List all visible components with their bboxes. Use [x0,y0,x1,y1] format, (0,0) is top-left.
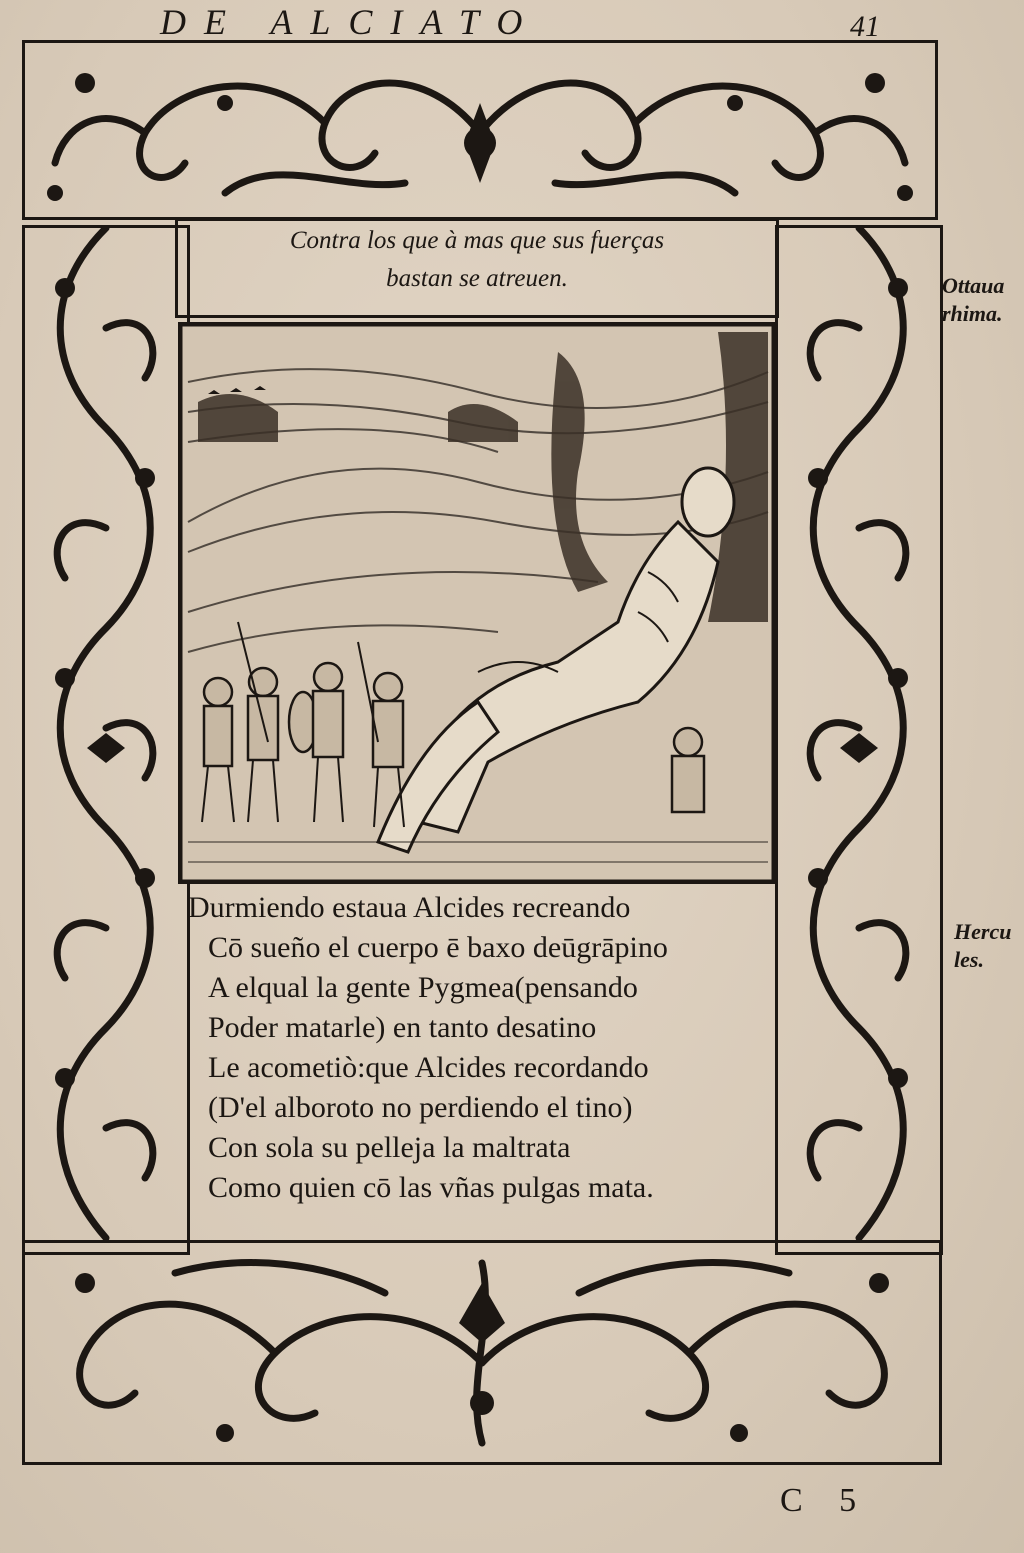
woodcut-illustration [178,322,776,884]
top-scroll-ornament [25,43,935,217]
left-scroll-ornament [25,228,187,1252]
margin-note-meter-line-2: rhima. [942,301,1003,326]
verse-line-6: (D'el alboroto no perdiendo el tino) [208,1091,633,1124]
verse-line-2: Cō sueño el cuerpo ē baxo deūgrāpino [208,931,668,964]
verse-line-8: Como quien cō las vñas pulgas mata. [208,1171,654,1204]
bottom-scroll-ornament [25,1243,939,1462]
margin-note-meter-line-1: Ottaua [942,273,1005,298]
margin-note-subject [954,918,1011,974]
verse-line-7: Con sola su pelleja la maltrata [208,1131,571,1164]
emblem-verse [188,888,788,1208]
running-head: DE ALCIATO [160,2,541,42]
verse-line-5: Le acometiò:que Alcides recordando [208,1051,649,1084]
page-number: 41 [850,10,880,43]
motto-line-2: bastan se atreuen. [386,265,568,292]
verse-line-3: A elqual la gente Pygmea(pensando [208,971,638,1004]
margin-note-subject-line-1: Hercu [954,919,1012,944]
motto-line-1: Contra los que à mas que sus fuerças [289,227,665,254]
emblem-motto [178,222,776,312]
right-scroll-ornament [778,228,940,1252]
verse-line-4: Poder matarle) en tanto desatino [208,1011,597,1044]
margin-note-subject-line-2: les. [954,947,984,972]
verse-line-1: Durmiendo estaua Alcides recreando [188,891,631,924]
margin-note-meter [942,272,1004,328]
signature-mark: C 5 [780,1482,871,1519]
